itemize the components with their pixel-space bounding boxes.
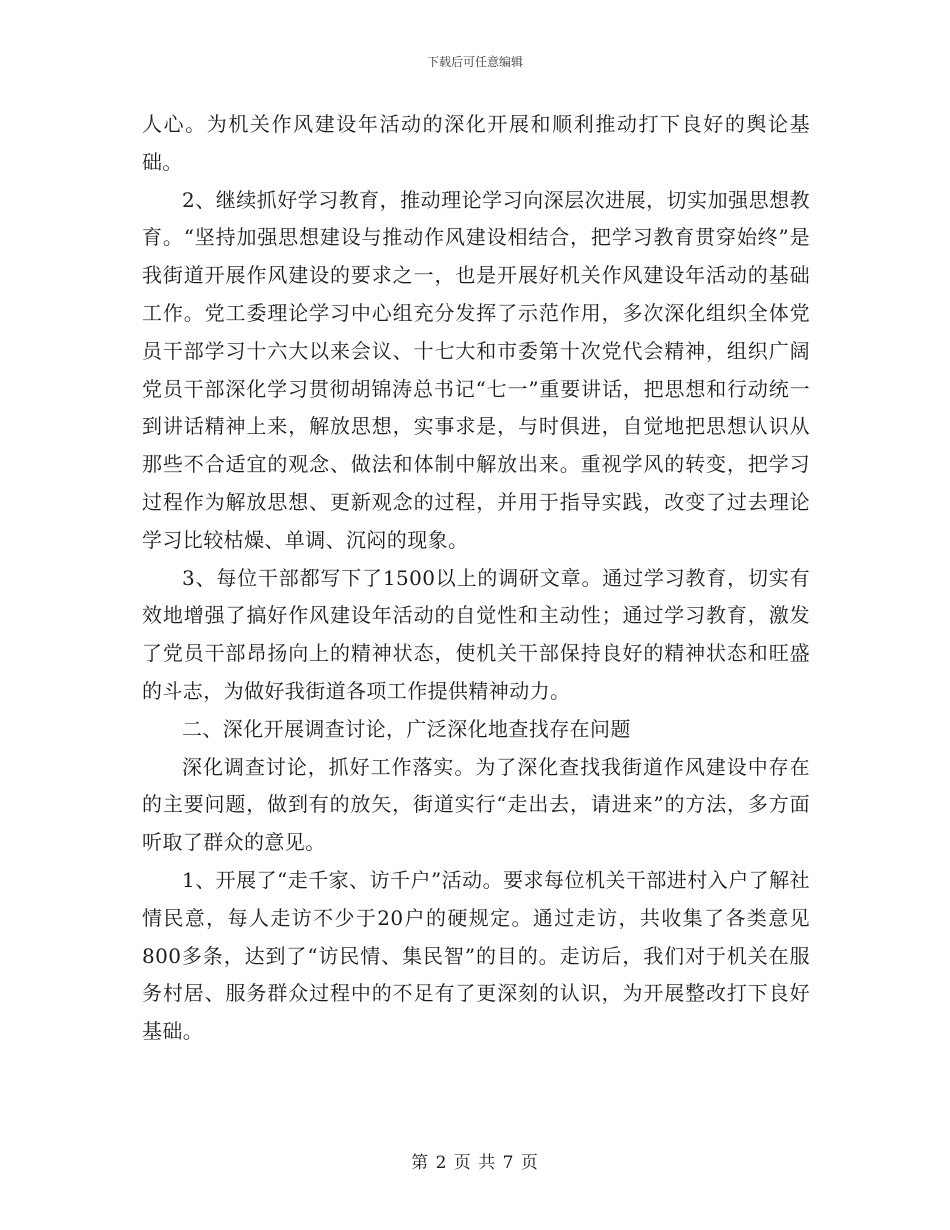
section-heading: 二、深化开展调查讨论，广泛深化地查找存在问题 xyxy=(182,716,631,741)
document-body xyxy=(142,106,810,1051)
paragraph: 3、每位干部都写下了1500以上的调研文章。通过学习教育，切实有效地增强了搞好作风建设年活动的自觉性和主动性；通过学习教育，激发了党员干部昂扬向上的精神状态，使机关干部保持良好的精神状态和旺盛的斗志，为做好我街道各项工作提供精神动力。 xyxy=(142,565,810,703)
page-header-note: 下载后可任意编辑 xyxy=(426,55,523,69)
paragraph: 深化调查讨论，抓好工作落实。为了深化查找我街道作风建设中存在的主要问题，做到有的放矢，街道实行“走出去，请进来”的方法，多方面听取了群众的意见。 xyxy=(142,754,810,855)
paragraph: 2、继续抓好学习教育，推动理论学习向深层次进展，切实加强思想教育。“坚持加强思想建设与推动作风建设相结合，把学习教育贯穿始终”是我街道开展作风建设的要求之一，也是开展好机关作风建设年活动的基础工作。党工委理论学习中心组充分发挥了示范作用，多次深化组织全体党员干部学习十六大以来会议、十七大和市委第十次党代会精神，组织广阔党员干部深化学习贯彻胡锦涛总书记“七一”重要讲话，把思想和行动统一到讲话精神上来，解放思想，实事求是，与时俱进，自觉地把思想认识从那些不合适宜的观念、做法和体制中解放出来。重视学风的转变，把学习过程作为解放思想、更新观念的过程，并用于指导实践，改变了过去理论学习比较枯燥、单调、沉闷的现象。 xyxy=(142,187,810,552)
paragraph: 1、开展了“走千家、访千户”活动。要求每位机关干部进村入户了解社情民意，每人走访不少于20户的硬规定。通过走访，共收集了各类意见800多条，达到了“访民情、集民智”的目的。走访后，我们对于机关在服务村居、服务群众过程中的不足有了更深刻的认识，为开展整改打下良好基础。 xyxy=(142,867,810,1044)
paragraph: 人心。为机关作风建设年活动的深化开展和顺利推动打下良好的舆论基础。 xyxy=(142,112,810,174)
page-number: 第 2 页 共 7 页 xyxy=(411,1153,539,1173)
